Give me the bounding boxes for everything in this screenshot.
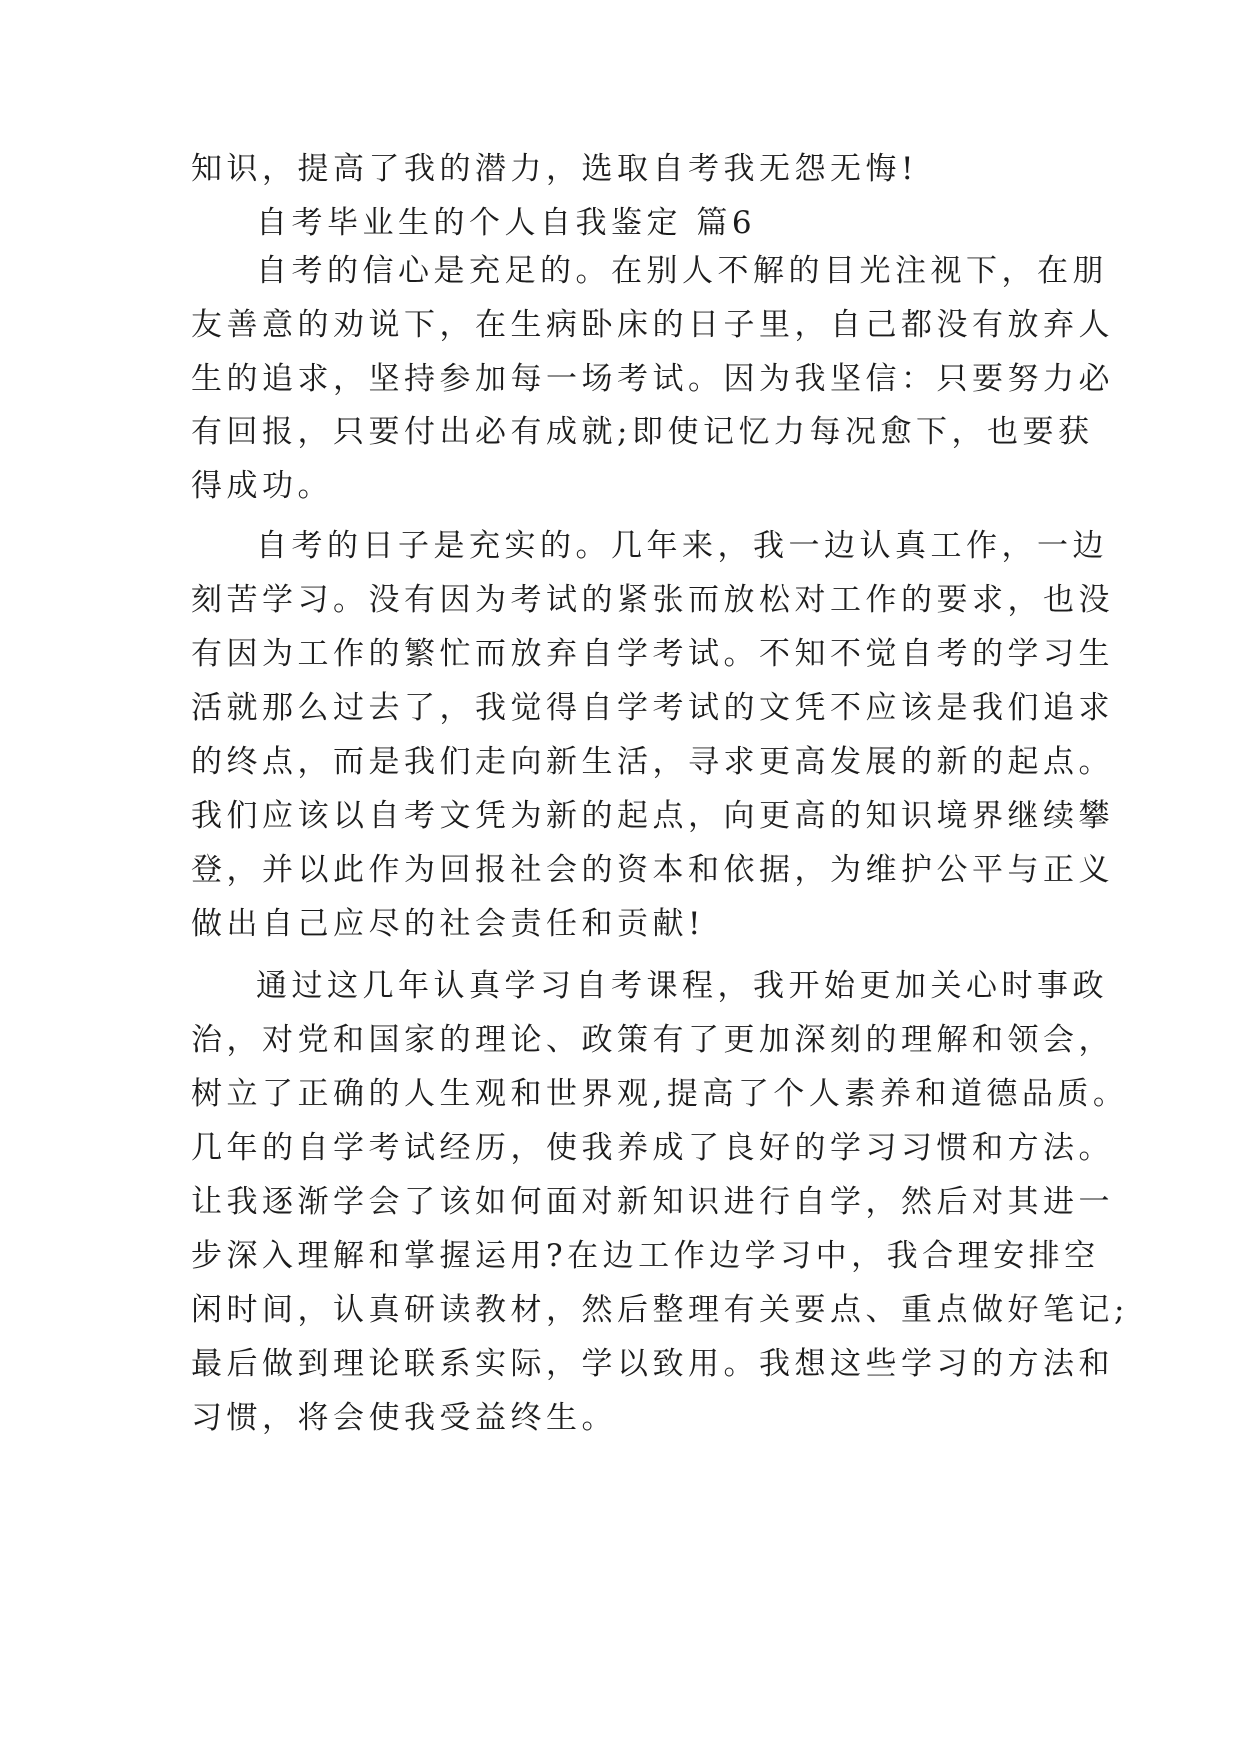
text-line: 最后做到理论联系实际，学以致用。我想这些学习的方法和 — [191, 1346, 1114, 1382]
text-line: 树立了正确的人生观和世界观,提高了个人素养和道德品质。 — [191, 1076, 1129, 1112]
text-line: 得成功。 — [191, 468, 333, 504]
text-line: 生的追求，坚持参加每一场考试。因为我坚信：只要努力必 — [191, 361, 1114, 397]
text-line: 活就那么过去了，我觉得自学考试的文凭不应该是我们追求 — [191, 690, 1114, 726]
section-heading: 自考毕业生的个人自我鉴定 篇6 — [256, 205, 757, 241]
text-line: 友善意的劝说下，在生病卧床的日子里，自己都没有放弃人 — [191, 307, 1114, 343]
text-line: 步深入理解和掌握运用?在边工作边学习中，我合理安排空 — [191, 1238, 1100, 1274]
text-line: 自考的信心是充足的。在别人不解的目光注视下，在朋 — [256, 253, 1108, 289]
text-line: 刻苦学习。没有因为考试的紧张而放松对工作的要求，也没 — [191, 582, 1114, 618]
text-line: 习惯，将会使我受益终生。 — [191, 1400, 617, 1436]
text-line: 闲时间，认真研读教材，然后整理有关要点、重点做好笔记; — [191, 1292, 1129, 1328]
text-line: 几年的自学考试经历，使我养成了良好的学习习惯和方法。 — [191, 1130, 1114, 1166]
text-line: 的终点，而是我们走向新生活，寻求更高发展的新的起点。 — [191, 744, 1114, 780]
text-line: 登，并以此作为回报社会的资本和依据，为维护公平与正义 — [191, 852, 1114, 888]
text-line: 知识，提高了我的潜力，选取自考我无怨无悔! — [191, 151, 918, 187]
text-line: 做出自己应尽的社会责任和贡献! — [191, 906, 705, 942]
text-line: 通过这几年认真学习自考课程，我开始更加关心时事政 — [256, 968, 1108, 1004]
text-line: 有回报，只要付出必有成就;即使记忆力每况愈下，也要获 — [191, 414, 1094, 450]
text-line: 自考的日子是充实的。几年来，我一边认真工作，一边 — [256, 528, 1108, 564]
text-line: 治，对党和国家的理论、政策有了更加深刻的理解和领会， — [191, 1022, 1114, 1058]
text-line: 有因为工作的繁忙而放弃自学考试。不知不觉自考的学习生 — [191, 636, 1114, 672]
text-line: 让我逐渐学会了该如何面对新知识进行自学，然后对其进一 — [191, 1184, 1114, 1220]
text-line: 我们应该以自考文凭为新的起点，向更高的知识境界继续攀 — [191, 798, 1114, 834]
